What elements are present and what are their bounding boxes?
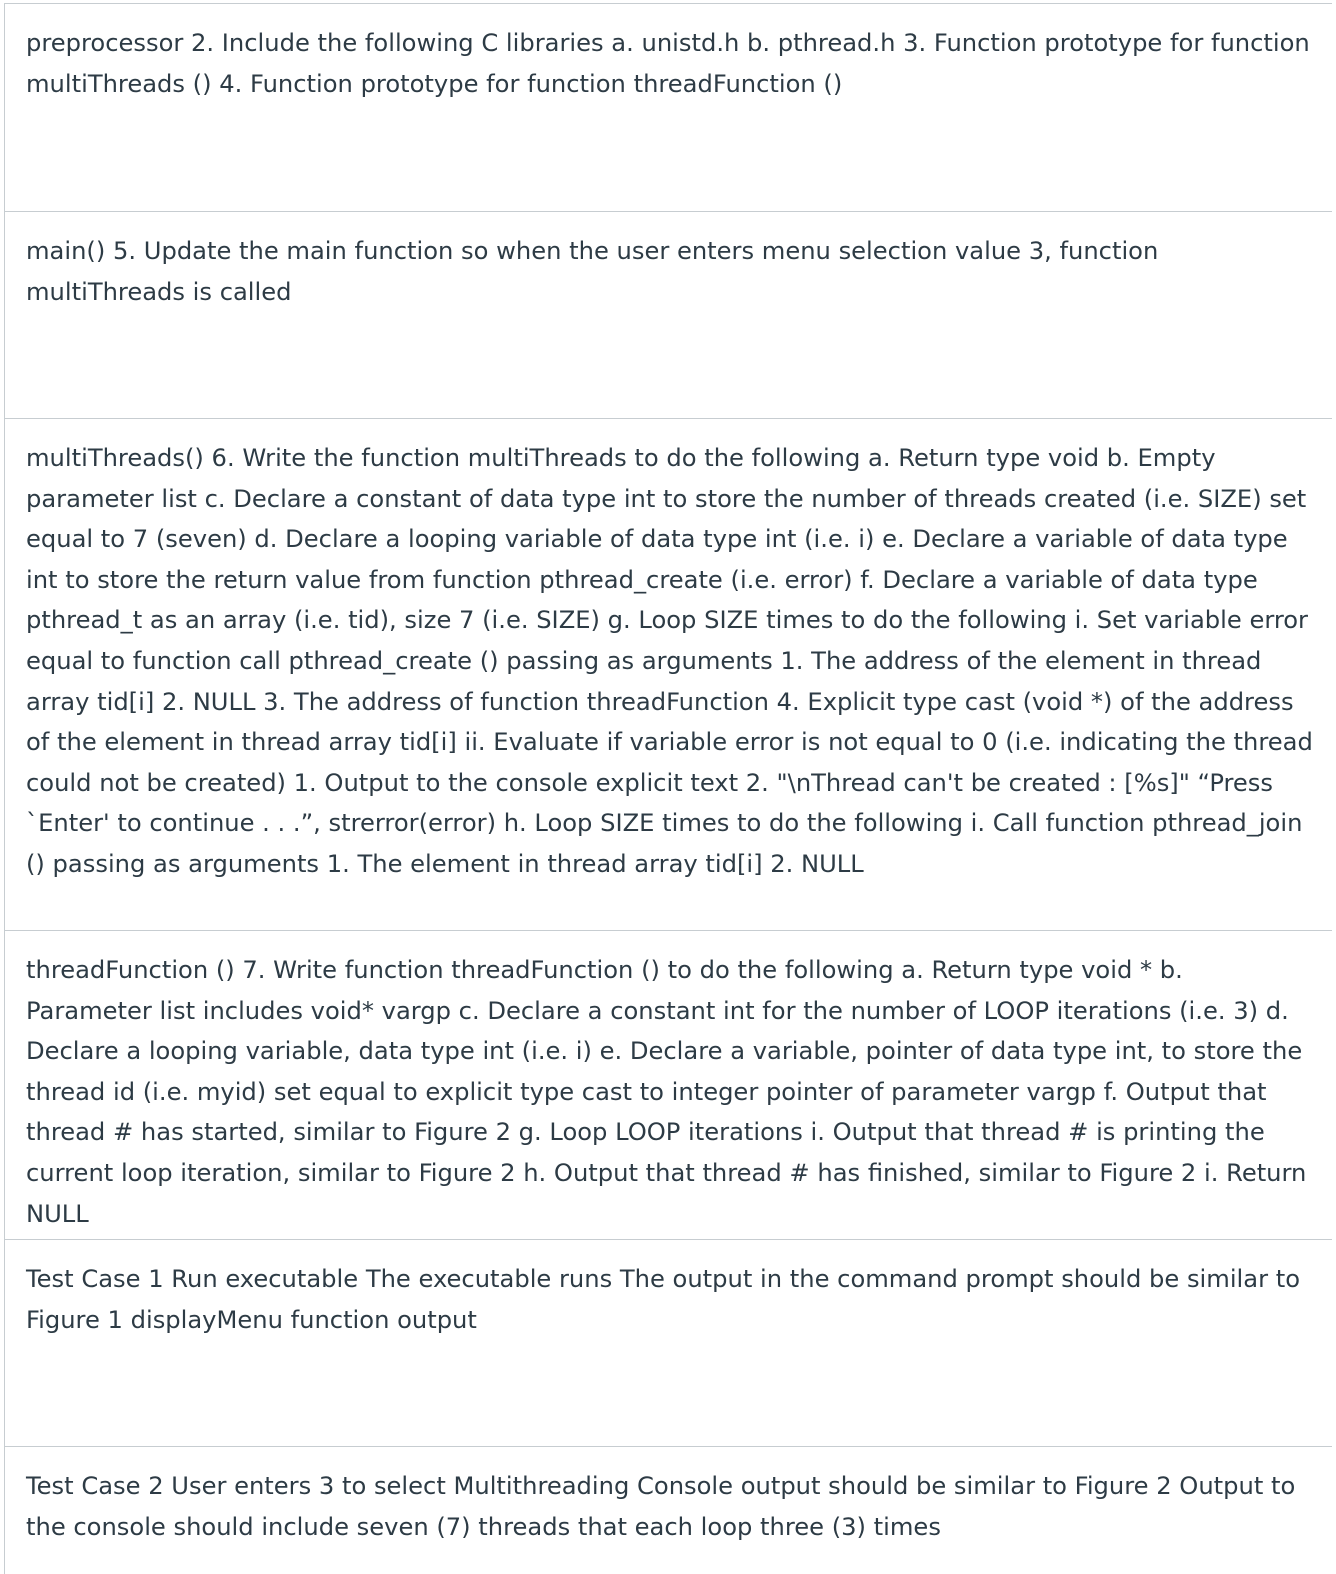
table-row — [5, 1446, 1332, 1574]
row-text-preprocessor: preprocessor 2. Include the following C libraries a. unistd.h b. pthread.h 3. Function prototype for function multiThreads () 4. Function prototype for function threadFunction () — [26, 29, 1310, 98]
row-text-test-case-1: Test Case 1 Run executable The executable runs The output in the command prompt should be similar to Figure 1 displayMenu function output — [26, 1265, 1301, 1334]
row-text-test-case-2: Test Case 2 User enters 3 to select Multithreading Console output should be similar to Figure 2 Output to the console should include seven (7) threads that each loop three (3) times — [26, 1472, 1296, 1541]
table-row — [5, 418, 1332, 930]
table-row — [5, 930, 1332, 1239]
requirements-table — [4, 3, 1332, 1574]
table-row — [5, 211, 1332, 418]
row-text-main: main() 5. Update the main function so when the user enters menu selection value 3, function multiThreads is called — [26, 237, 1159, 306]
table-row — [5, 1239, 1332, 1446]
table-row — [5, 3, 1332, 211]
row-text-threadfunction: threadFunction () 7. Write function threadFunction () to do the following a. Return type void * b. Parameter list includes void* vargp c. Declare a constant int for the number of LOOP iterations (i.e. 3) d. Declare a looping variable, data type int (i.e. i) e. Declare a variable, pointer of data type int, to store the thread id (i.e. myid) set equal to explicit type cast to integer pointer of parameter vargp f. Output that thread # has started, similar to Figure 2 g. Loop LOOP iterations i. Output that thread # is printing the current loop iteration, similar to Figure 2 h. Output that thread # has finished, similar to Figure 2 i. Return NULL — [26, 956, 1307, 1228]
row-text-multithreads: multiThreads() 6. Write the function multiThreads to do the following a. Return type void b. Empty parameter list c. Declare a constant of data type int to store the number of threads created (i.e. SIZE) set equal to 7 (seven) d. Declare a looping variable of data type int (i.e. i) e. Declare a variable of data type int to store the return value from function pthread_create (i.e. error) f. Declare a variable of data type pthread_t as an array (i.e. tid), size 7 (i.e. SIZE) g. Loop SIZE times to do the following i. Set variable error equal to function call pthread_create () passing as arguments 1. The address of the element in thread array tid[i] 2. NULL 3. The address of function threadFunction 4. Explicit type cast (void *) of the address of the element in thread array tid[i] ii. Evaluate if variable error is not equal to 0 (i.e. indicating the thread could not be created) 1. Output to the console explicit text 2. "\nThread can't be created : [%s]" “Press `Enter' to continue . . .”, strerror(error) h. Loop SIZE times to do the following i. Call function pthread_join () passing as arguments 1. The element in thread array tid[i] 2. NULL — [26, 444, 1313, 878]
